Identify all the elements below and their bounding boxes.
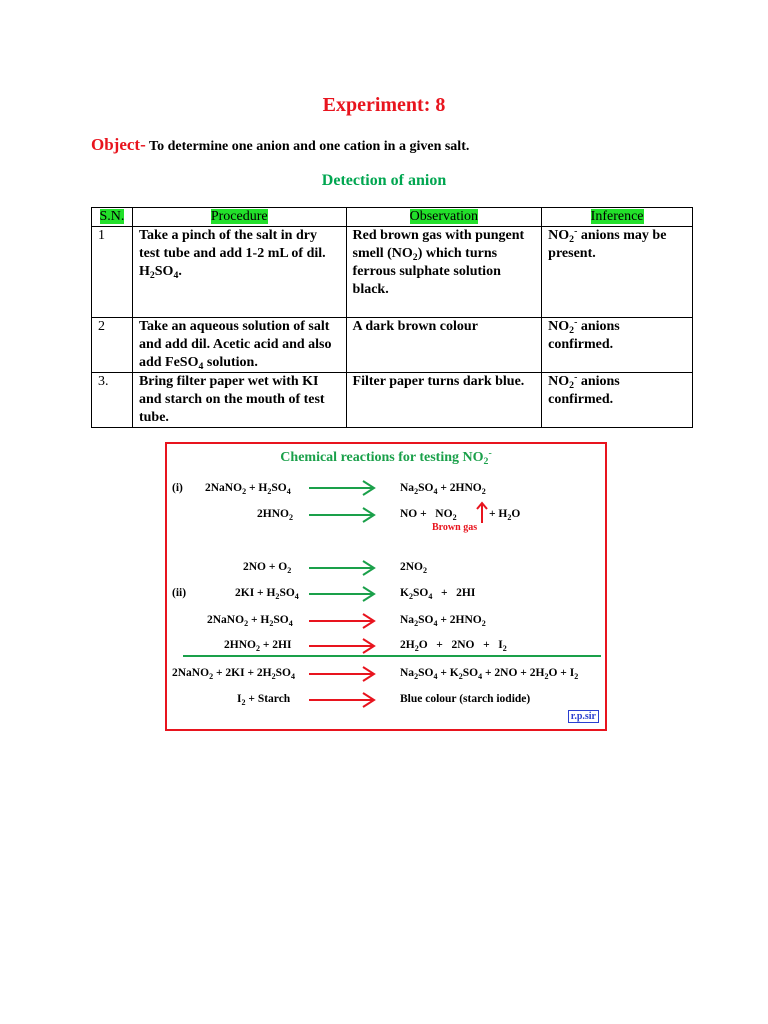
table-row (92, 373, 693, 428)
object-text: To determine one anion and one cation in a given salt. (149, 139, 470, 154)
product: $2NO_2$ (400, 561, 428, 575)
cell-sn: 1 (92, 227, 133, 318)
red-arrow-icon (307, 665, 377, 683)
product: $K_2SO_4 + 2HI$ (400, 587, 476, 601)
product: $2H_2O + 2NO + I_2$ (400, 639, 507, 653)
green-arrow-icon (307, 585, 377, 603)
product: Blue colour (starch iodide) (400, 693, 531, 705)
reactant: 2NaNO$_2$ + $2KI + 2H_2SO_4$ (172, 667, 295, 681)
green-arrow-icon (307, 559, 377, 577)
reactant: $2HNO_2$ (257, 508, 293, 522)
cell-sn: 2 (92, 318, 133, 373)
header-observation: Observation (346, 208, 542, 227)
table-row (92, 227, 693, 318)
up-arrow-icon (476, 501, 488, 523)
cell-procedure: Take an aqueous solution of salt and add dil. Acetic acid and also add FeSO$_4$ solution. (132, 318, 346, 373)
product: $Na_2SO_4 + 2HNO_2$ (400, 482, 486, 496)
brown-gas-label: Brown gas (432, 522, 478, 533)
reactions-heading: Chemical reactions for testing $NO_2^-$ (280, 448, 492, 467)
red-arrow-icon (307, 691, 377, 709)
reactant: $I_2$ + Starch (237, 693, 291, 707)
reactant: $2HNO_2 + 2HI$ (224, 639, 292, 653)
signature-badge: r.p.sir (568, 710, 599, 723)
reactant: $2KI + H_2SO_4$ (235, 587, 299, 601)
object-line (91, 135, 469, 155)
header-inference: Inference (542, 208, 693, 227)
object-label: Object- (91, 135, 146, 154)
product: + $H_2O$ (489, 508, 521, 522)
page-title: Experiment: 8 (322, 94, 446, 116)
green-arrow-icon (307, 479, 377, 497)
cell-sn: 3. (92, 373, 133, 428)
red-arrow-icon (307, 612, 377, 630)
red-arrow-icon (307, 637, 377, 655)
cell-inference: $NO_2^-$ anions confirmed. (542, 373, 693, 428)
table-row (92, 318, 693, 373)
table-header-row (92, 208, 693, 227)
section-subtitle: Detection of anion (321, 172, 447, 189)
sum-divider (183, 655, 601, 657)
reactant: $2NO + O_2$ (243, 561, 292, 575)
label-i: (i) (172, 482, 183, 494)
cell-observation: Red brown gas with pungent smell $(NO_2)$ which turns ferrous sulphate solution black. (346, 227, 542, 318)
product: $Na_2SO_4 + K_2SO_4 + 2NO + 2H_2O + I_2$ (400, 667, 579, 681)
header-procedure: Procedure (132, 208, 346, 227)
reactions-box (165, 442, 607, 731)
product: $Na_2SO_4 + 2HNO_2$ (400, 614, 486, 628)
cell-procedure: Take a pinch of the salt in dry test tube and add 1-2 mL of dil. $H_2SO_4$. (132, 227, 346, 318)
procedure-table (91, 207, 693, 428)
label-ii: (ii) (172, 587, 187, 599)
product: NO + $NO_2$ (400, 508, 457, 522)
cell-procedure: Bring filter paper wet with KI and starch on the mouth of test tube. (132, 373, 346, 428)
reactant: 2NaNO$_2$ + $H_2SO_4$ (207, 614, 293, 628)
cell-inference: $NO_2^-$ anions confirmed. (542, 318, 693, 373)
cell-observation: A dark brown colour (346, 318, 542, 373)
cell-inference: $NO_2^-$ anions may be present. (542, 227, 693, 318)
cell-observation: Filter paper turns dark blue. (346, 373, 542, 428)
reactant: 2NaNO$_2$ + $H_2SO_4$ (205, 482, 291, 496)
green-arrow-icon (307, 506, 377, 524)
header-sn: S.N. (92, 208, 133, 227)
